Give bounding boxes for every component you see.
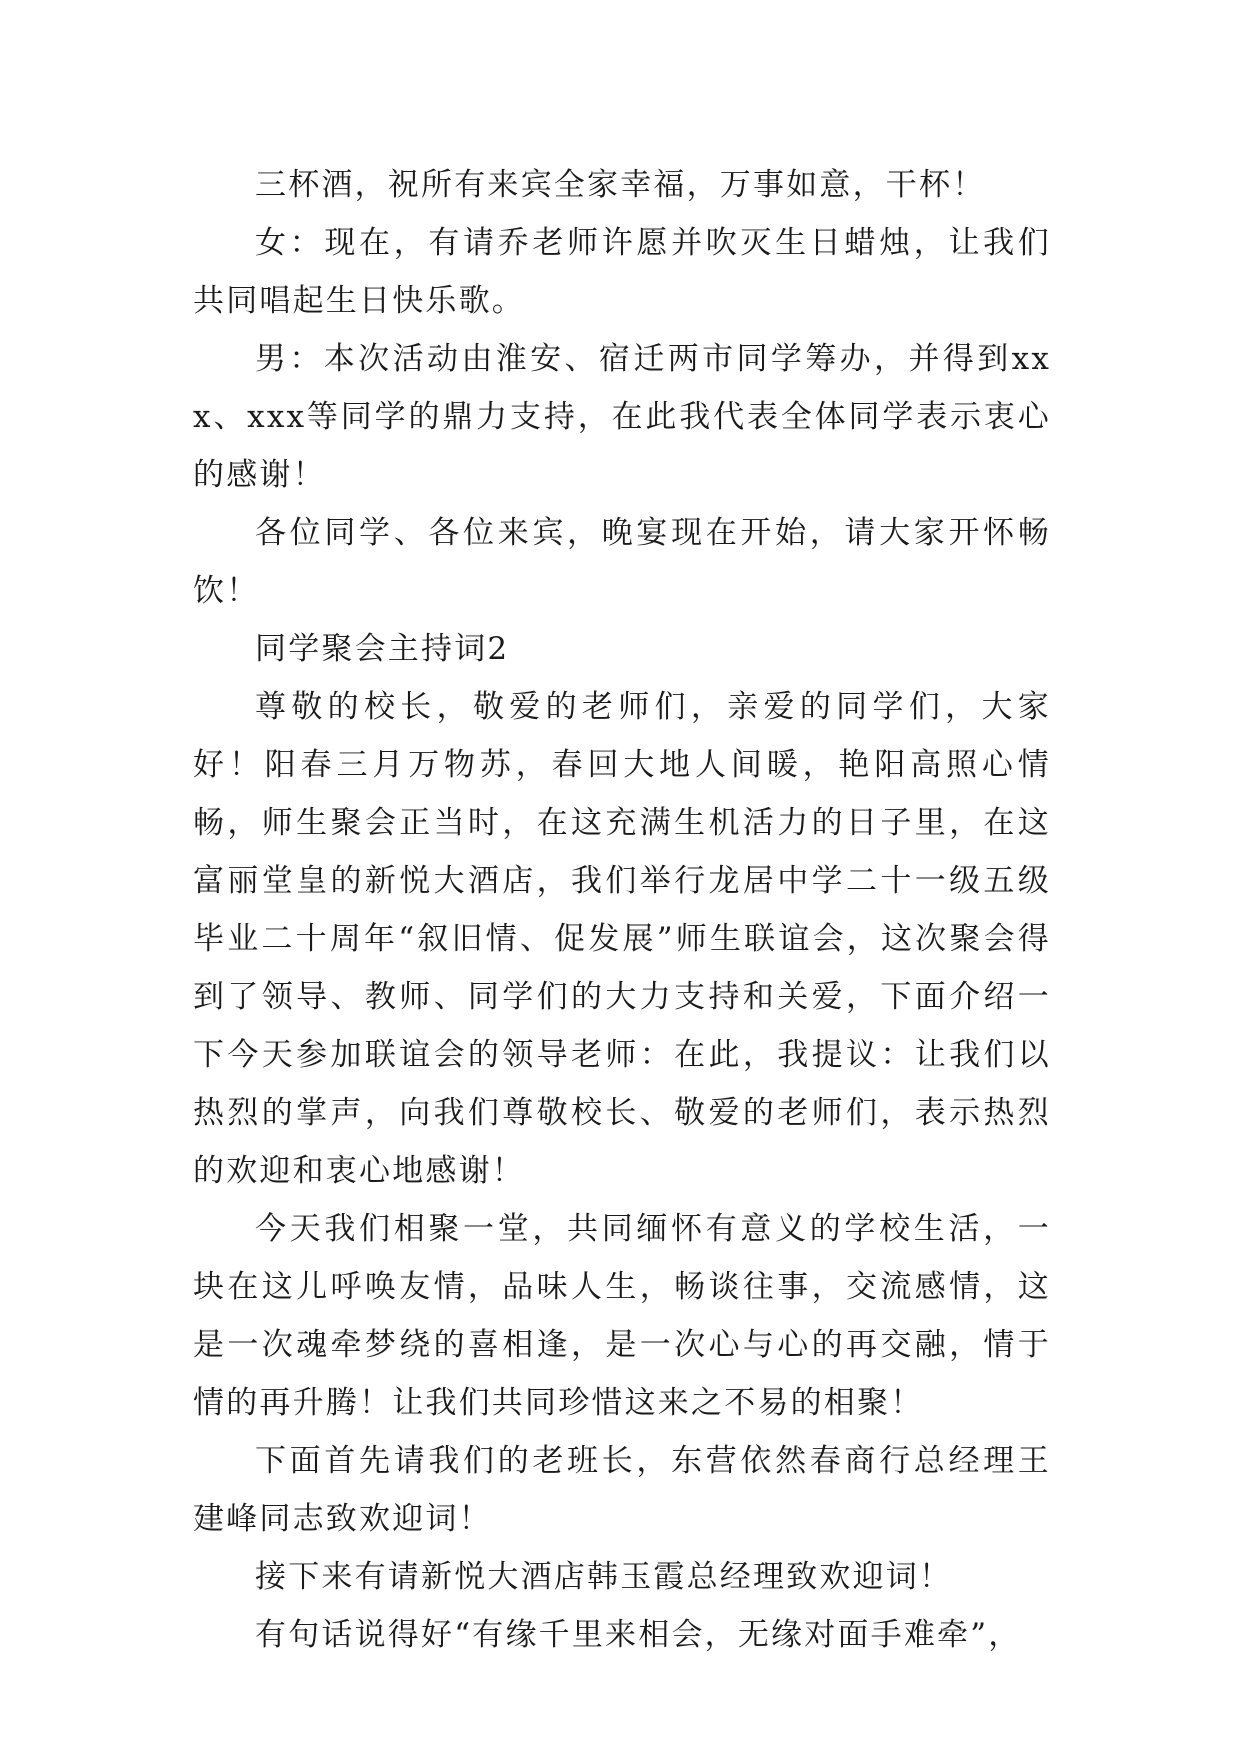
paragraph-organizers-thanks: 男：本次活动由淮安、宿迁两市同学筹办，并得到xxx、xxx等同学的鼎力支持，在此我代表全体同学表示衷心的感谢！ <box>193 341 1051 493</box>
section-heading: 同学聚会主持词2 <box>255 631 510 667</box>
paragraph-toast-end: 三杯酒，祝所有来宾全家幸福，万事如意，干杯！ <box>255 167 986 203</box>
paragraph-fate-saying: 有句话说得好“有缘千里来相会，无缘对面手难牵”， <box>255 1617 1022 1653</box>
document-body <box>193 156 1051 1664</box>
paragraph-birthday-candles: 女：现在，有请乔老师许愿并吹灭生日蜡烛，让我们共同唱起生日快乐歌。 <box>193 225 1051 319</box>
paragraph-opening-greeting: 尊敬的校长，敬爱的老师们，亲爱的同学们，大家好！阳春三月万物苏，春回大地人间暖，艳阳高照心情畅，师生聚会正当时，在这充满生机活力的日子里，在这富丽堂皇的新悦大酒店，我们举行龙居中学二十一级五级毕业二十周年“叙旧情、促发展”师生联谊会，这次聚会得到了领导、教师、同学们的大力支持和关爱，下面介绍一下今天参加联谊会的领导老师：在此，我提议：让我们以热烈的掌声，向我们尊敬校长、敬爱的老师们，表示热烈的欢迎和衷心地感谢！ <box>193 689 1051 1189</box>
paragraph-banquet-start: 各位同学、各位来宾，晚宴现在开始，请大家开怀畅饮！ <box>193 515 1051 609</box>
paragraph-monitor-welcome: 下面首先请我们的老班长，东营依然春商行总经理王建峰同志致欢迎词！ <box>193 1443 1051 1537</box>
paragraph-reunion-memories: 今天我们相聚一堂，共同缅怀有意义的学校生活，一块在这儿呼唤友情，品味人生，畅谈往事，交流感情，这是一次魂牵梦绕的喜相逢，是一次心与心的再交融，情于情的再升腾！让我们共同珍惜这来之不易的相聚！ <box>193 1211 1051 1421</box>
paragraph-hotel-manager-welcome: 接下来有请新悦大酒店韩玉霞总经理致欢迎词！ <box>255 1559 953 1595</box>
